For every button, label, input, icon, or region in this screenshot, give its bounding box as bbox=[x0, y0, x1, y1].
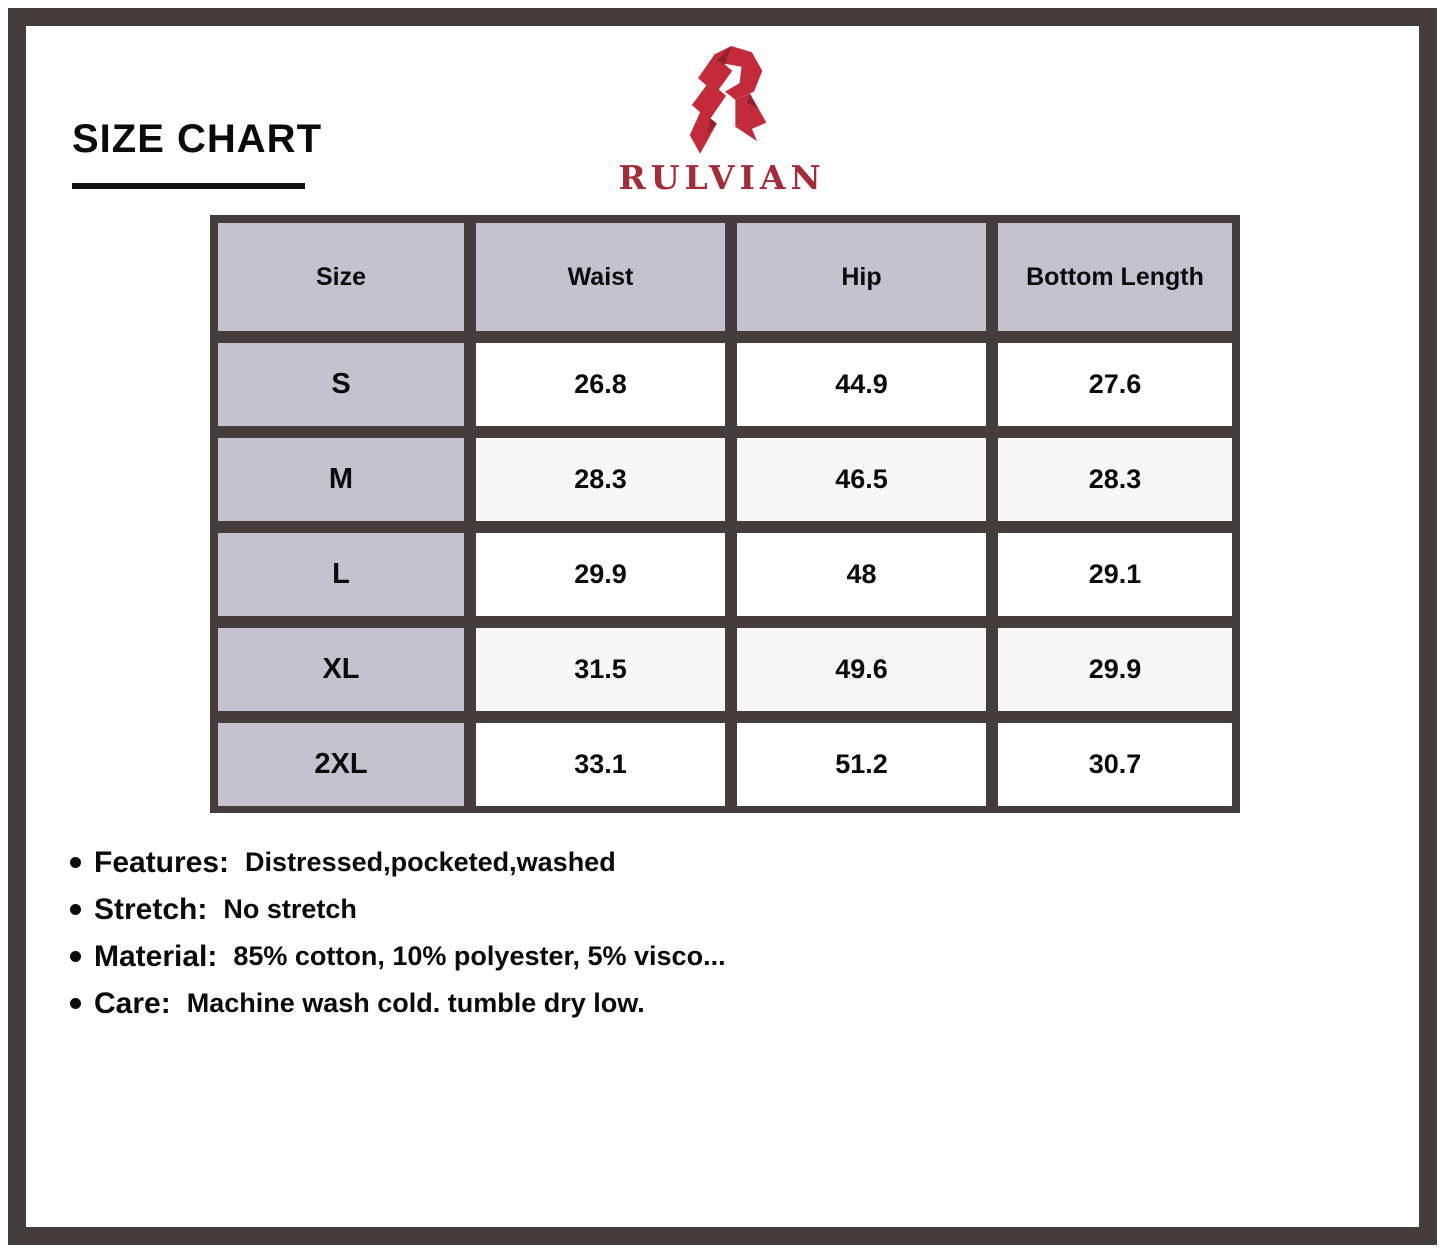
detail-label: Material: bbox=[94, 939, 218, 973]
product-details-list bbox=[70, 846, 726, 1034]
size-cell-l: L bbox=[218, 533, 464, 616]
header-cell-waist: Waist bbox=[476, 223, 725, 331]
value-cell: 29.9 bbox=[998, 628, 1232, 711]
value-cell: 28.3 bbox=[998, 438, 1232, 521]
bullet-icon bbox=[70, 998, 81, 1009]
detail-label: Care: bbox=[94, 986, 171, 1020]
size-chart-table bbox=[210, 215, 1240, 813]
bullet-icon bbox=[70, 904, 81, 915]
value-cell: 33.1 bbox=[476, 723, 725, 806]
value-cell: 27.6 bbox=[998, 343, 1232, 426]
rulvian-logo-icon bbox=[670, 46, 780, 162]
value-cell: 44.9 bbox=[737, 343, 986, 426]
value-cell: 30.7 bbox=[998, 723, 1232, 806]
value-cell: 49.6 bbox=[737, 628, 986, 711]
size-cell-2xl: 2XL bbox=[218, 723, 464, 806]
detail-label: Features: bbox=[94, 845, 230, 879]
value-cell: 51.2 bbox=[737, 723, 986, 806]
detail-label: Stretch: bbox=[94, 892, 208, 926]
header-cell-size: Size bbox=[218, 223, 464, 331]
page-title: SIZE CHART bbox=[72, 117, 322, 161]
header-cell-bottom-length: Bottom Length bbox=[998, 223, 1232, 331]
detail-item-features bbox=[70, 846, 726, 879]
value-cell: 28.3 bbox=[476, 438, 725, 521]
value-cell: 29.9 bbox=[476, 533, 725, 616]
size-cell-m: M bbox=[218, 438, 464, 521]
size-cell-s: S bbox=[218, 343, 464, 426]
value-cell: 26.8 bbox=[476, 343, 725, 426]
value-cell: 48 bbox=[737, 533, 986, 616]
detail-value: Machine wash cold. tumble dry low. bbox=[186, 988, 645, 1018]
detail-item-stretch bbox=[70, 893, 726, 926]
value-cell: 46.5 bbox=[737, 438, 986, 521]
detail-value: 85% cotton, 10% polyester, 5% visco... bbox=[233, 941, 726, 971]
brand-wordmark: RULVIAN bbox=[618, 158, 826, 197]
header-cell-hip: Hip bbox=[737, 223, 986, 331]
title-underline bbox=[72, 183, 305, 189]
detail-value: No stretch bbox=[223, 894, 357, 924]
value-cell: 31.5 bbox=[476, 628, 725, 711]
value-cell: 29.1 bbox=[998, 533, 1232, 616]
detail-value: Distressed,pocketed,washed bbox=[245, 847, 616, 877]
detail-item-care bbox=[70, 987, 726, 1020]
bullet-icon bbox=[70, 951, 81, 962]
bullet-icon bbox=[70, 857, 81, 868]
detail-item-material bbox=[70, 940, 726, 973]
size-cell-xl: XL bbox=[218, 628, 464, 711]
